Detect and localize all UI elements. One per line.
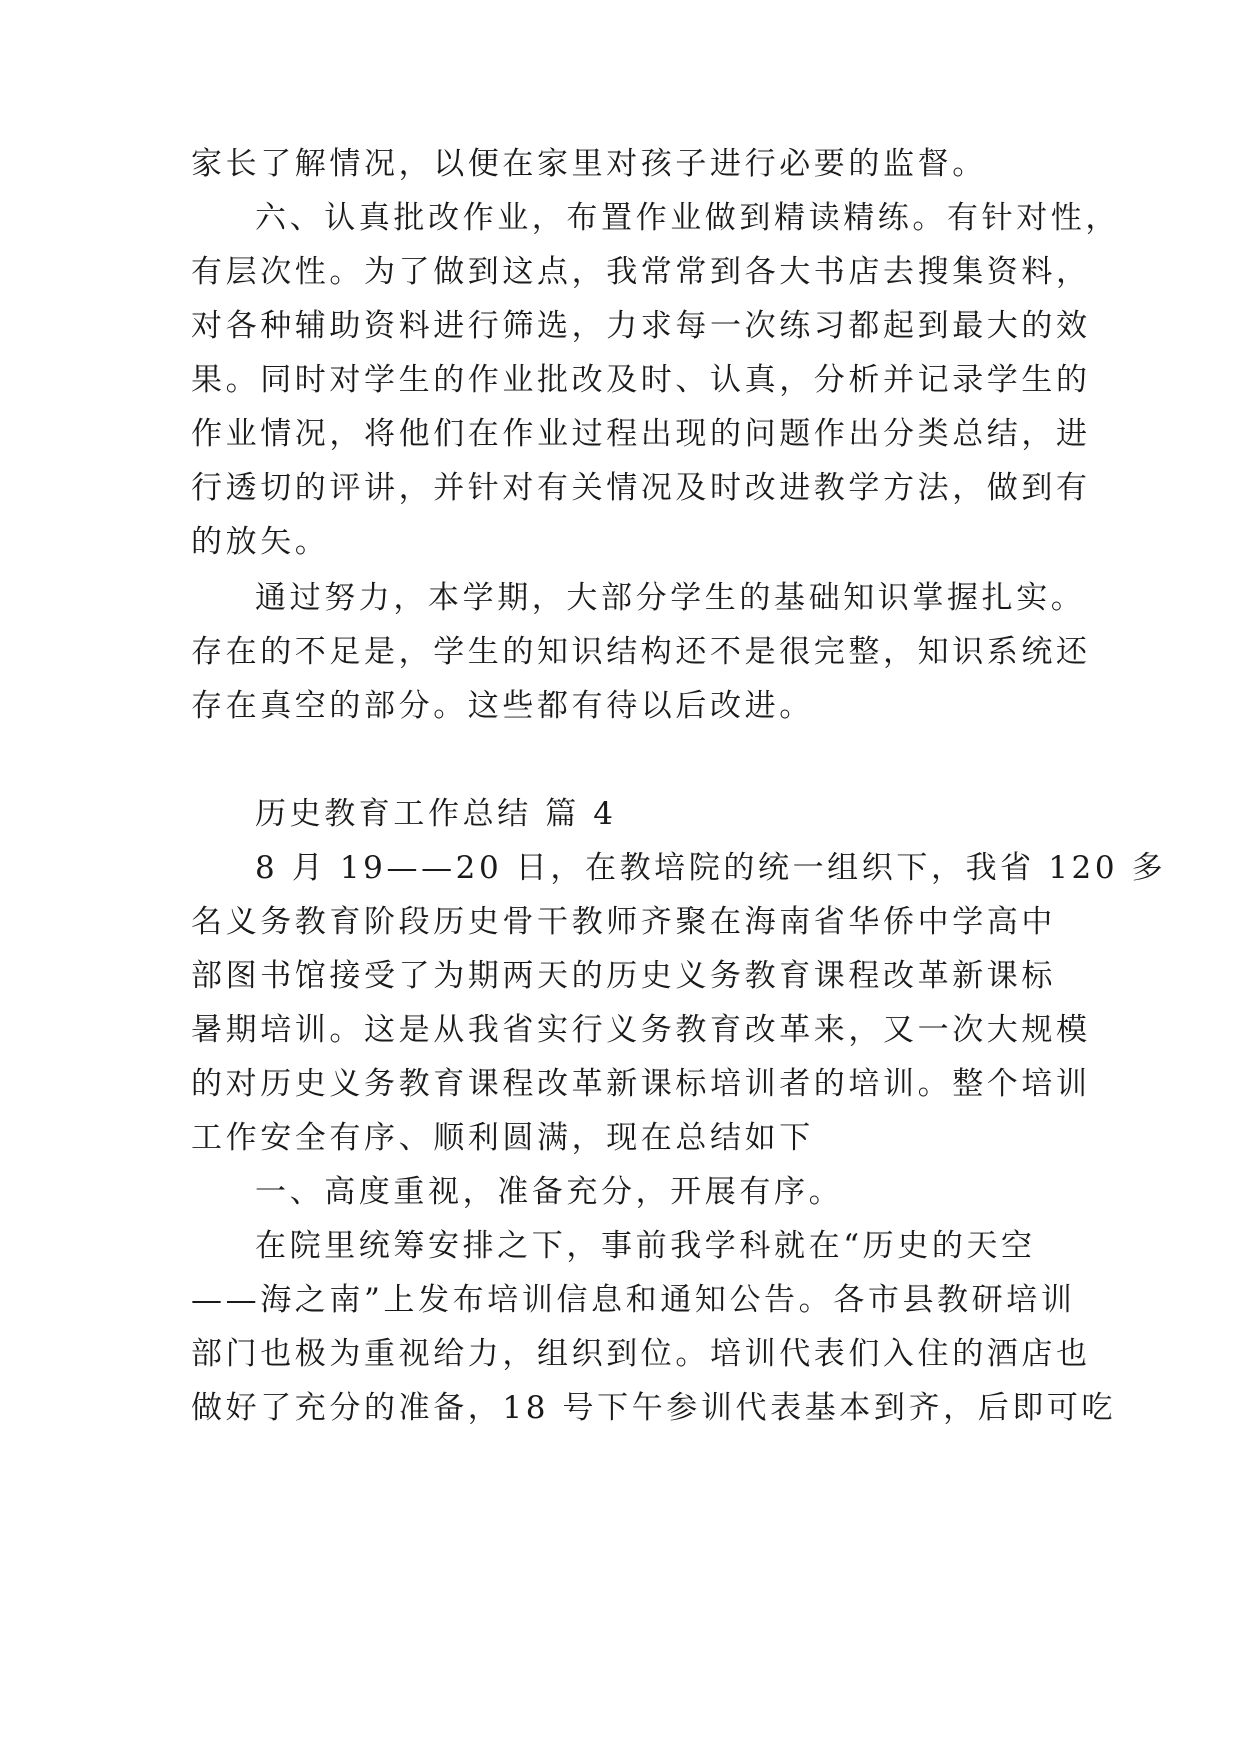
text-line: 在院里统筹安排之下，事前我学科就在“历史的天空 xyxy=(255,1228,1036,1264)
text-line: ——海之南”上发布培训信息和通知公告。各市县教研培训 xyxy=(191,1282,1076,1318)
text-line: 的放矢。 xyxy=(191,524,330,560)
text-line: 作业情况，将他们在作业过程出现的问题作出分类总结，进 xyxy=(191,416,1091,452)
text-line: 部图书馆接受了为期两天的历史义务教育课程改革新课标 xyxy=(191,958,1056,994)
text-line: 行透切的评讲，并针对有关情况及时改进教学方法，做到有 xyxy=(191,470,1091,506)
text-line: 8 月 19——20 日，在教培院的统一组织下，我省 120 多 xyxy=(255,850,1167,886)
text-line: 名义务教育阶段历史骨干教师齐聚在海南省华侨中学高中 xyxy=(191,904,1056,940)
text-line: 存在真空的部分。这些都有待以后改进。 xyxy=(191,688,814,724)
text-line: 通过努力，本学期，大部分学生的基础知识掌握扎实。 xyxy=(255,580,1086,616)
text-line: 工作安全有序、顺利圆满，现在总结如下 xyxy=(191,1120,814,1156)
text-line: 的对历史义务教育课程改革新课标培训者的培训。整个培训 xyxy=(191,1066,1091,1102)
text-line: 暑期培训。这是从我省实行义务教育改革来，又一次大规模 xyxy=(191,1012,1091,1048)
text-line: 部门也极为重视给力，组织到位。培训代表们入住的酒店也 xyxy=(191,1336,1091,1372)
text-line: 一、高度重视，准备充分，开展有序。 xyxy=(255,1174,844,1210)
text-line: 有层次性。为了做到这点，我常常到各大书店去搜集资料， xyxy=(191,254,1091,290)
text-line: 存在的不足是，学生的知识结构还不是很完整，知识系统还 xyxy=(191,634,1091,670)
section-heading: 历史教育工作总结 篇 4 xyxy=(255,796,617,832)
text-line: 对各种辅助资料进行筛选，力求每一次练习都起到最大的效 xyxy=(191,308,1091,344)
text-line: 六、认真批改作业，布置作业做到精读精练。有针对性， xyxy=(255,200,1120,236)
text-line: 做好了充分的准备，18 号下午参训代表基本到齐，后即可吃 xyxy=(191,1390,1117,1426)
text-line: 果。同时对学生的作业批改及时、认真，分析并记录学生的 xyxy=(191,362,1091,398)
text-line: 家长了解情况，以便在家里对孩子进行必要的监督。 xyxy=(191,146,987,182)
